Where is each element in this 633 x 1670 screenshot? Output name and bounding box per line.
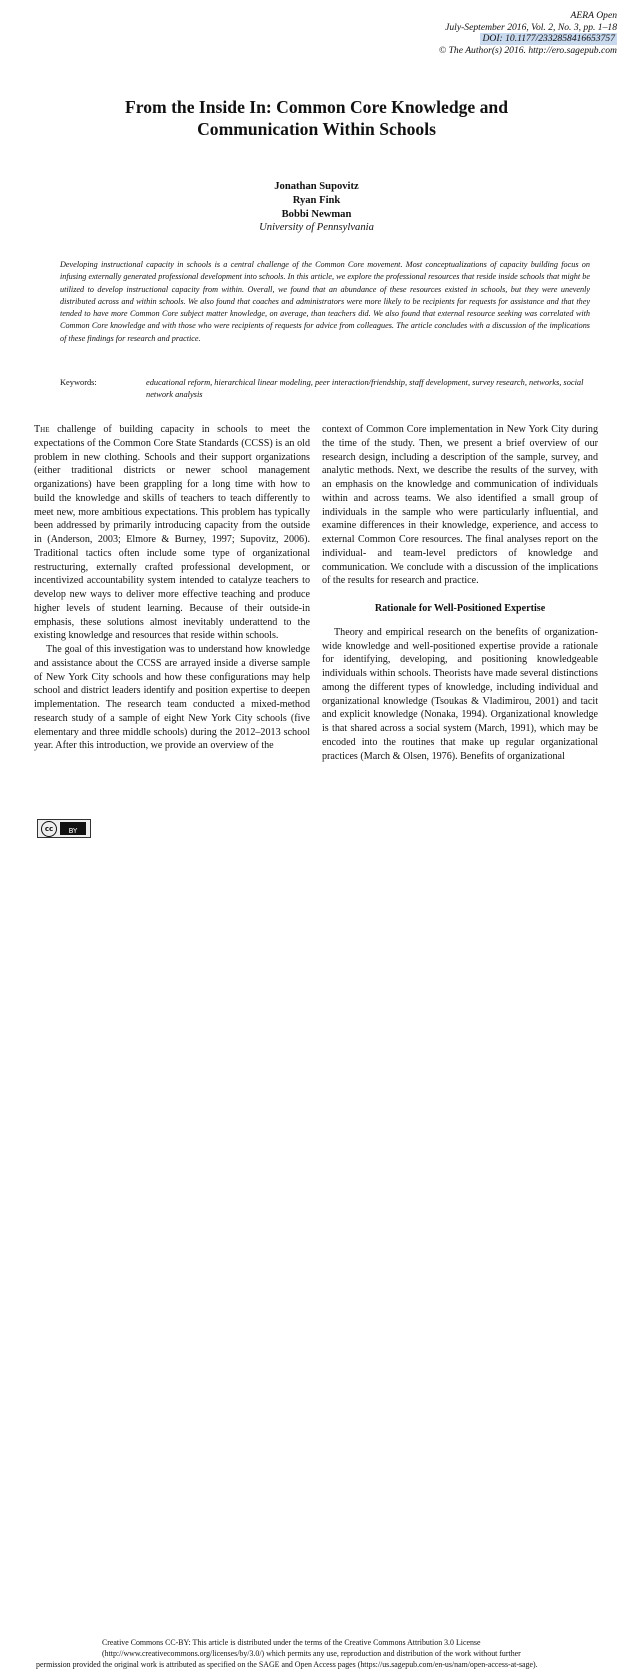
license-line-1: Creative Commons CC-BY: This article is distributed under the terms of the Creative Commons Attribution 3.0 License xyxy=(102,1638,481,1647)
goal-paragraph: The goal of this investigation was to understand how knowledge and assistance about the CCSS are arrayed inside a diverse sample of New York City schools and how these configurations may help school and district leaders identify and position expertise to deepen implementation. The research team conducted a mixed-method research study of a sample of eight New York City schools (five elementary and three middle schools) during the 2012–2013 school year. After this introduction, we provide an overview of the xyxy=(34,644,310,752)
abstract: Developing instructional capacity in schools is a central challenge of the Common Core movement. Most conceptualizations of capacity building focus on infusing externally generated professional development into schools. In this article, we explore the professional resources that reside inside schools that might be utilized to develop instructional capacity from within. Overall, we found that an abundance of these resources existed in schools, but they were unevenly distributed across and within schools. We also found that coaches and administrators were more likely to be recipients for requests for assistance and that they tended to have more Common Core subject matter knowledge, on average, than teachers did. We also found that external resource seeking was correlated with Common Core knowledge and with those who were recipients of requests for advice from colleagues. The article concludes with a discussion of the implications of these findings for research and practice. xyxy=(60,260,590,343)
author-name: Bobbi Newman xyxy=(281,208,352,220)
intro-paragraph-text: challenge of building capacity in schools to meet the expectations of the Common Core State Standards (CCSS) is an old problem in new clothing. Schools and their support organizations (either traditional districts or newer school management organizations) have been grappling for a long time with how to build the knowledge and skills of teachers to teach differently to meet new, more ambitious expectations. This problem has typically been addressed by primarily introducing capacity from the outside in (Anderson, 2003; Elmore & Burney, 1997; Supovitz, 2006). Traditional tactics often include some type of organizational restructuring, externally crafted professional development, or incentivized accountability system intended to catalyze teachers to develop new ways to deliver more effective teaching and produce higher levels of student learning. Because of their outside-in emphasis, these solutions almost inevitably underattend to the existing knowledge and resources that reside within schools. xyxy=(34,424,310,642)
rationale-paragraph: Theory and empirical research on the benefits of organization-wide knowledge and well-positioned expertise provide a rationale for identifying, developing, and positioning knowledgeable individuals within schools. Theorists have made several distinctions among the different types of knowledge, including individual and organizational knowledge (Tsoukas & Vladimirou, 2001) and tacit and explicit knowledge (Nonaka, 1994). Organizational knowledge is that shared across a social system (March, 1991), which may be encoded into the routines that make up regular organizational practices (March & Olsen, 1976). Benefits of organizational xyxy=(322,626,598,762)
license-line-3: permission provided the original work is attributed as specified on the SAGE and Open Access pages (https://us.sagepub.com/en-us/nam/open-access-at-sage). xyxy=(36,1660,538,1669)
keywords xyxy=(60,377,590,400)
intro-paragraph xyxy=(34,423,310,643)
cc-icon: cc xyxy=(41,821,57,837)
body-column-right xyxy=(322,423,598,763)
body-column-left xyxy=(34,423,310,753)
author-affiliation: University of Pennsylvania xyxy=(259,222,374,234)
license-line-2: (http://www.creativecommons.org/licenses/by/3.0/) which permits any use, reproduction and distribution of the work without further xyxy=(102,1649,521,1658)
author-block xyxy=(0,180,633,235)
copyright-line: © The Author(s) 2016. http://ero.sagepub.com xyxy=(438,44,617,56)
issue-info: July-September 2016, Vol. 2, No. 3, pp. 1–18 xyxy=(445,21,617,33)
author-name: Jonathan Supovitz xyxy=(274,181,359,192)
cc-license-badge xyxy=(37,819,91,838)
overview-paragraph: context of Common Core implementation in New York City during the time of the study. Then, we present a brief overview of our research design, including a description of the sample, survey, and analytic methods. Next, we describe the results of the survey, with an emphasis on the knowledge and communication of individuals within and across teams. We also identified a small group of individuals in the sample who were particularly influential, and examine differences in their knowledge, experience, and access to external Common Core resources. The final analyses report on the individual- and team-level predictors of knowledge and communication. We conclude with a discussion of the implications of the results for research and practice. xyxy=(322,424,598,587)
author-name: Ryan Fink xyxy=(292,194,341,206)
by-icon: BY xyxy=(60,822,86,835)
keywords-label: Keywords: xyxy=(60,378,97,387)
article-title xyxy=(40,96,593,140)
doi-link[interactable]: DOI: 10.1177/2332858416653757 xyxy=(482,33,615,45)
drop-cap: The xyxy=(34,424,50,435)
journal-meta xyxy=(439,10,617,56)
keywords-list: educational reform, hierarchical linear modeling, peer interaction/friendship, staff development, survey research, networks, social network analysis xyxy=(146,378,584,399)
journal-name: AERA Open xyxy=(570,10,617,21)
title-line-1: From the Inside In: Common Core Knowledge and xyxy=(124,97,508,117)
title-line-2: Communication Within Schools xyxy=(197,119,436,139)
section-heading: Rationale for Well-Positioned Expertise xyxy=(374,603,546,614)
